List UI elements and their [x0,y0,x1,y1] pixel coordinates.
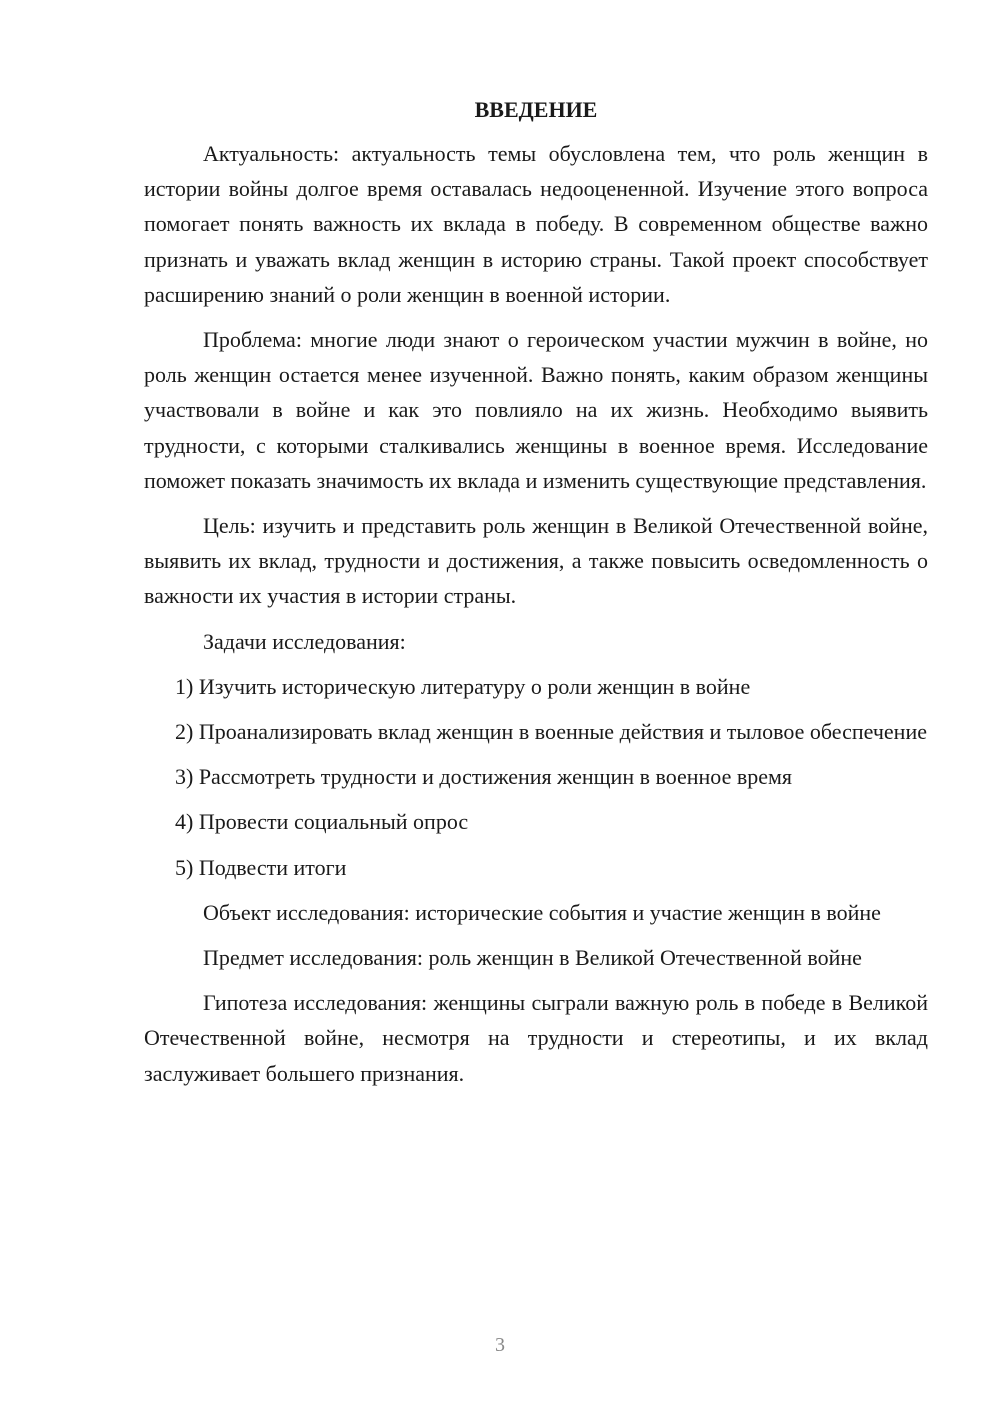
subject-paragraph: Предмет исследования: роль женщин в Великой Отечественной войне [203,945,862,971]
list-item: 5) Подвести итоги [175,854,347,880]
problem-paragraph: Проблема: многие люди знают о героическом участии мужчин в войне, но роль женщин остается менее изученной. Важно понять, каким образом женщины участвовали в войне и как это повлияло на их жизнь. Необходимо выявить трудности, с которыми сталкивались женщины в военное время. Исследование поможет показать значимость их вклада и изменить существующие представления. [144,327,928,493]
tasks-list [144,669,928,885]
list-item: 2) Проанализировать вклад женщин в военные действия и тыловое обеспечение [175,719,927,745]
object-paragraph: Объект исследования: исторические события и участие женщин в войне [203,899,881,925]
document-page [144,92,928,1101]
hypothesis-paragraph: Гипотеза исследования: женщины сыграли важную роль в победе в Великой Отечественной войне, несмотря на трудности и стереотипы, и их вклад заслуживает большего признания. [144,990,928,1086]
list-item: 3) Рассмотреть трудности и достижения женщин в военное время [175,764,793,790]
relevance-paragraph: Актуальность: актуальность темы обусловлена тем, что роль женщин в истории войны долгое время оставалась недооцененной. Изучение этого вопроса помогает понять важность их вклада в победу. В современном обществе важно признать и уважать вклад женщин в историю страны. Такой проект способствует расширению знаний о роли женщин в военной истории. [144,141,928,307]
goal-paragraph: Цель: изучить и представить роль женщин в Великой Отечественной войне, выявить их вклад, трудности и достижения, а также повысить осведомленность о важности их участия в истории страны. [144,513,928,609]
section-title: ВВЕДЕНИЕ [474,97,598,122]
list-item: 1) Изучить историческую литературу о роли женщин в войне [175,673,751,699]
tasks-heading: Задачи исследования: [203,628,406,654]
page-number: 3 [495,1334,505,1356]
list-item: 4) Провести социальный опрос [175,809,469,835]
